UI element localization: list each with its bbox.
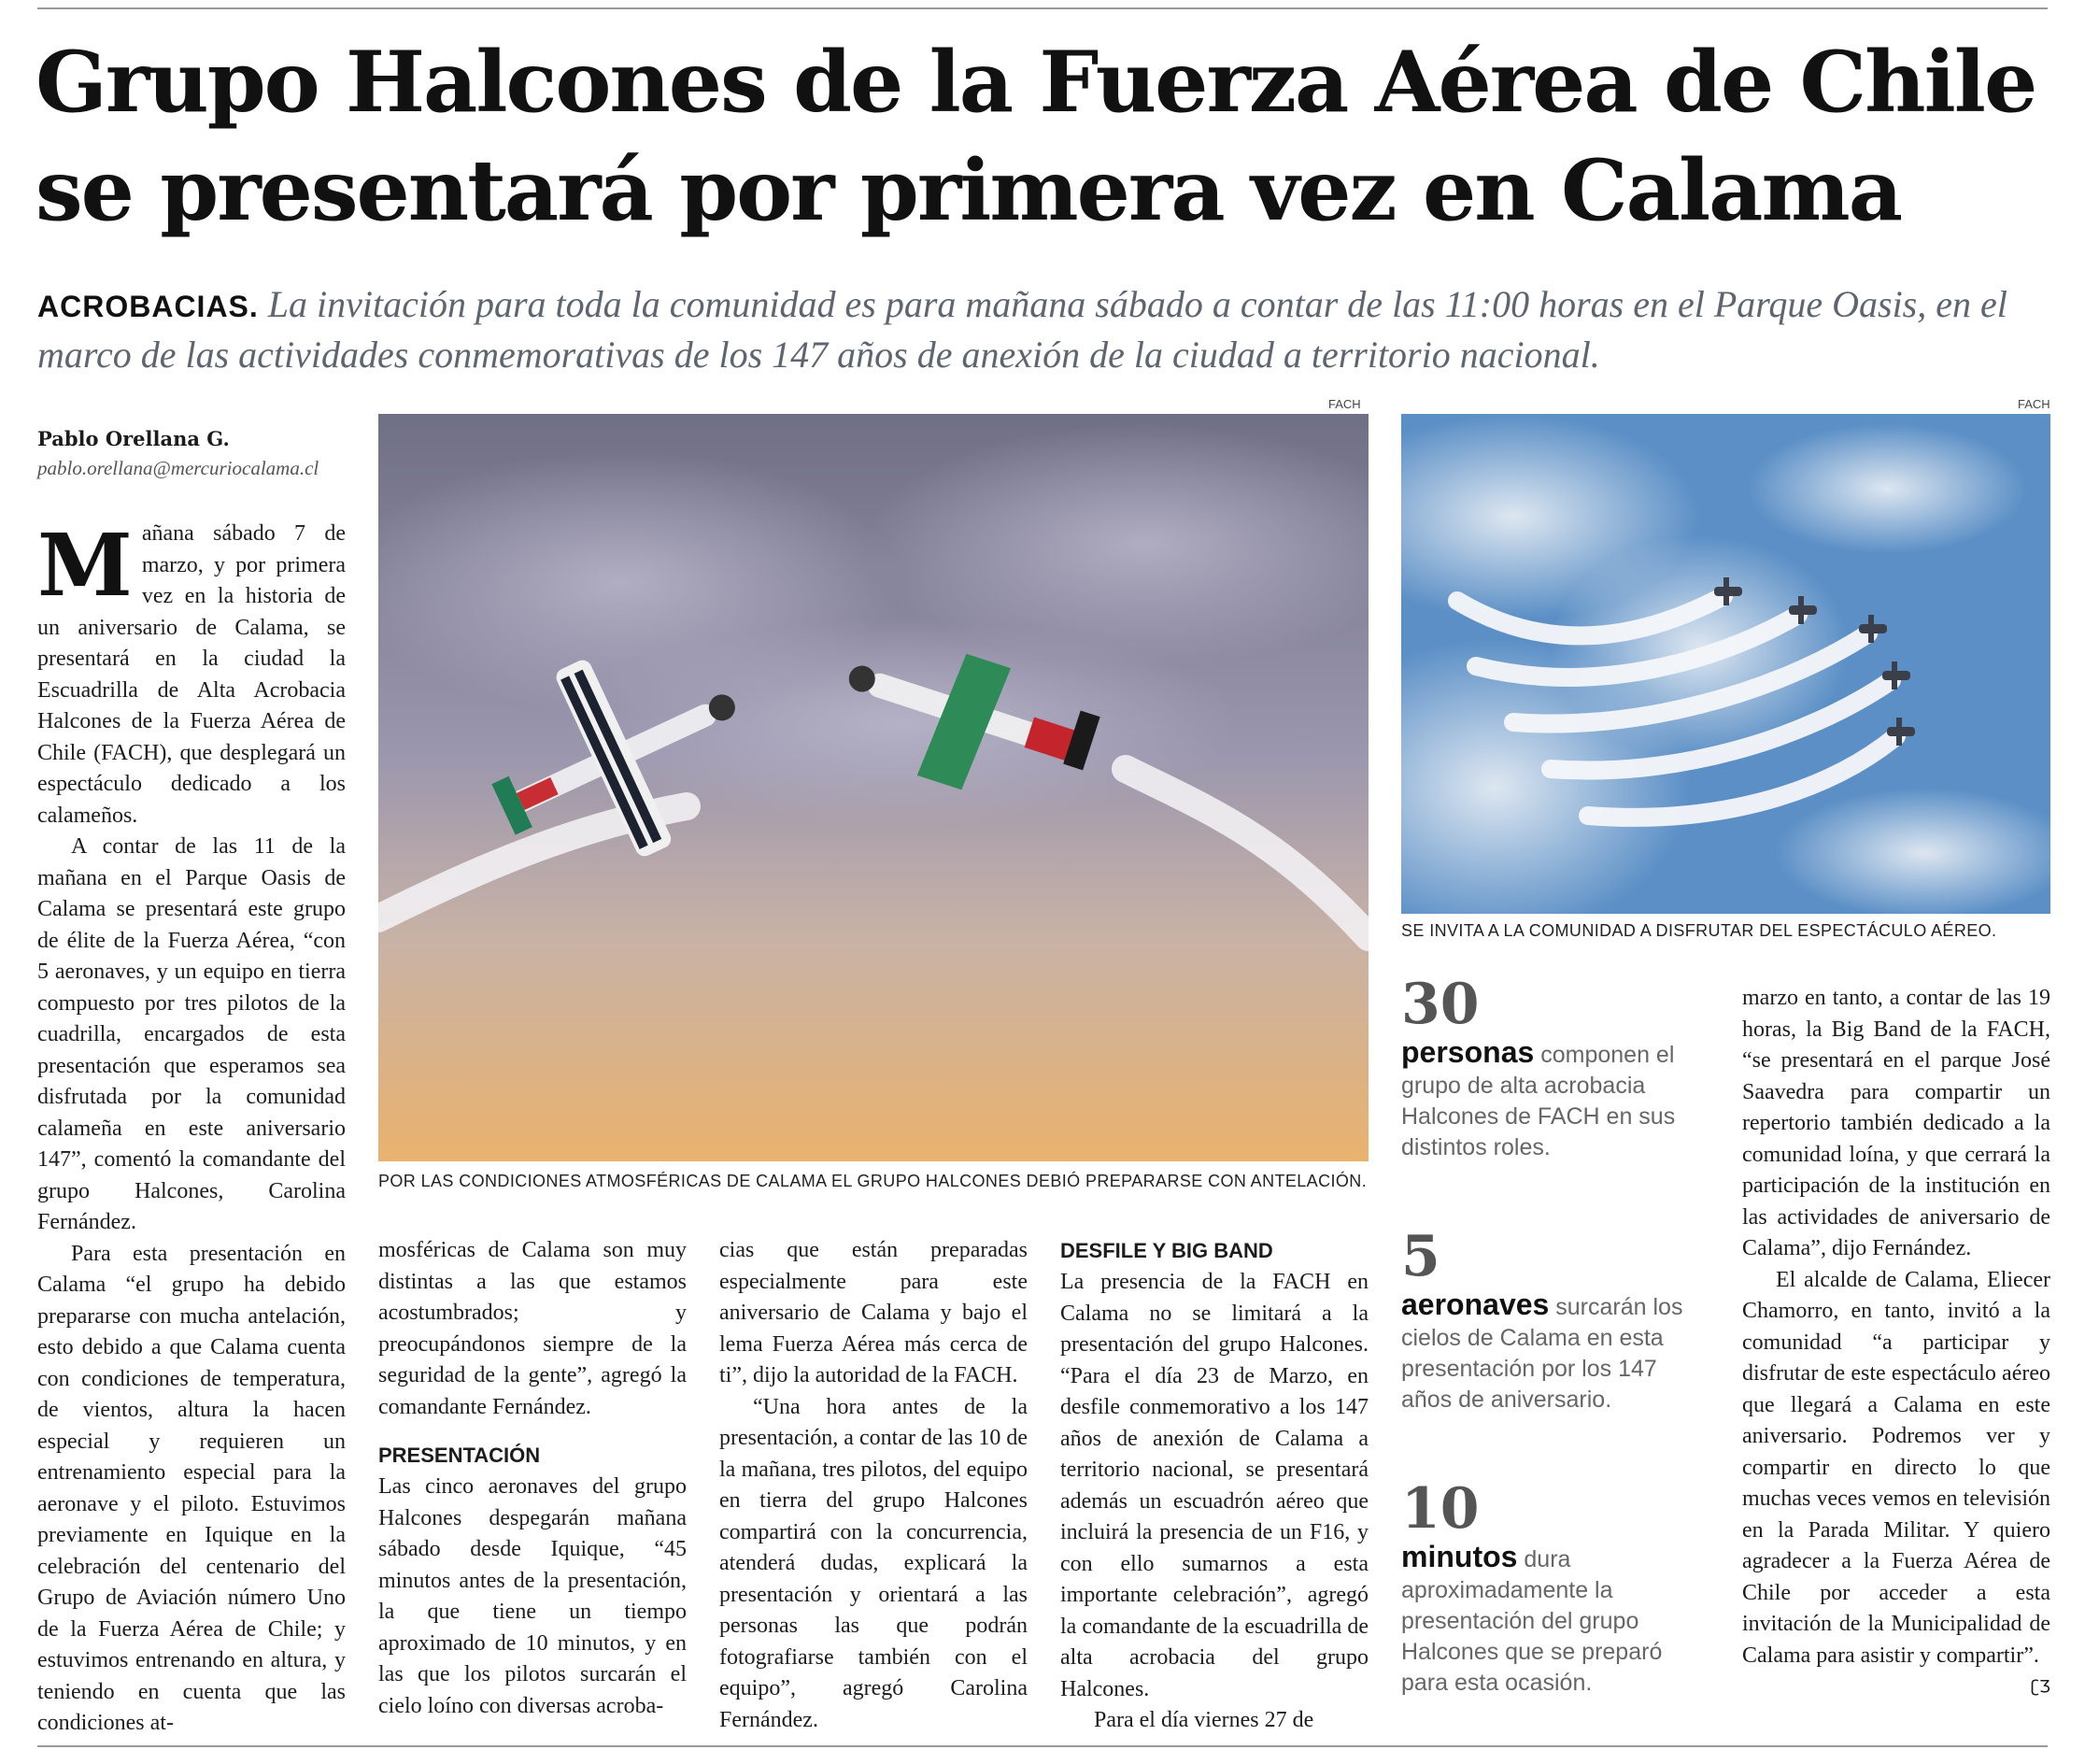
side-photo-caption: SE INVITA A LA COMUNIDAD A DISFRUTAR DEL ESPECTÁCULO AÉREO. <box>1401 921 1997 940</box>
deck-lede: La invitación para toda la comunidad es para mañana sábado a contar de las 11:00 horas en el Parque Oasis, en el marco de las actividades conmemorativas de los 147 años de anexión de la ciudad a territorio nacional. <box>37 283 2007 376</box>
subhead-presentacion: PRESENTACIÓN <box>378 1444 541 1467</box>
headline-line-1: Grupo Halcones de la Fuerza Aérea de Chile <box>35 33 2036 132</box>
headline <box>35 28 2053 245</box>
main-photo <box>378 414 1369 1161</box>
stat-description <box>1401 1289 1709 1415</box>
article-paragraph-1 <box>37 515 346 832</box>
author-name: Pablo Orellana G. <box>37 427 230 450</box>
end-mark-icon: ʗƷ <box>2030 1677 2050 1697</box>
deck-kicker: ACROBACIAS. <box>37 290 259 323</box>
article-paragraph-7b: marzo en tanto, a contar de las 19 horas, la Big Band de la FACH, “se presentará en el parque José Saavedra para compartir un repertorio también dedicado a la comunidad loína, y que cerrará la participación de la institución en las actividades de aniversario de Calama”, dijo Fernández. <box>1742 986 2050 1260</box>
author-email: pablo.orellana@mercuriocalama.cl <box>37 457 319 479</box>
stat-number: 30 <box>1401 972 1480 1037</box>
stat-minutos <box>1401 1476 1709 1699</box>
article-paragraph-2: A contar de las 11 de la mañana en el Parque Oasis de Calama se presentará este grupo de élite de la Fuerza Aérea, “con 5 aeronaves, y un equipo en tierra compuesto por tres pilotos de la cuadrilla, encargados de esta presentación que esperamos sea disfrutada por la comunidad calameña en este aniversario 147”, comentó la comandante del grupo Halcones, Carolina Fernández. <box>37 834 346 1234</box>
stat-text: componen el grupo de alta acrobacia Halcones de FACH en sus distintos roles. <box>1401 1042 1676 1160</box>
bottom-rule <box>37 1745 2048 1747</box>
side-photo-image <box>1401 414 2050 914</box>
stat-number: 10 <box>1401 1476 1480 1542</box>
stat-unit: personas <box>1401 1035 1535 1069</box>
main-photo-image <box>378 414 1369 1161</box>
article-column-4 <box>1060 1235 1369 1737</box>
deck <box>37 280 2055 379</box>
stat-unit: aeronaves <box>1401 1287 1550 1321</box>
article-paragraph-4b: cias que están preparadas especialmente para este aniversario de Calama y bajo el lema Fuerza Aérea más cerca de ti”, dijo la autoridad de la FACH. <box>719 1238 1028 1387</box>
byline <box>37 425 355 483</box>
stat-unit: minutos <box>1401 1540 1518 1573</box>
drop-cap: M <box>37 515 133 616</box>
article-paragraph-4a: Las cinco aeronaves del grupo Halcones despegarán mañana sábado desde Iquique, “45 minutos antes de la presentación, la que tiene un tiempo aproximado de 10 minutos, y en las que los pilotos surcarán el cielo loíno con diversas acroba- <box>378 1474 687 1718</box>
main-photo-caption: POR LAS CONDICIONES ATMOSFÉRICAS DE CALAMA EL GRUPO HALCONES DEBIÓ PREPARARSE CON ANTELACIÓN. <box>378 1172 1368 1190</box>
main-photo-credit: FACH <box>1328 397 1361 411</box>
stat-text: surcarán los cielos de Calama en esta presentación por los 147 años de aniversario. <box>1401 1294 1683 1413</box>
article-paragraph-8-text: El alcalde de Calama, Eliecer Chamorro, en tanto, invitó a la comunidad “a participar y disfrutar de este espectáculo aéreo que llegará a Calama en este aniversario. Podremos ver y compartir en directo lo que muchas veces vemos en televisión en la Parada Militar. Y quiero agradecer a la Fuerza Aérea de Chile por acceder a esta invitación de la Municipalidad de Calama para asistir y compartir”. <box>1742 1267 2050 1668</box>
article-paragraph-3b: mosféricas de Calama son muy distintas a las que estamos acostumbrados; y preocupándonos siempre de la seguridad de la gente”, agregó la comandante Fernández. <box>378 1238 687 1419</box>
article-column-3 <box>719 1235 1028 1736</box>
article-paragraph-5: “Una hora antes de la presentación, a contar de las 10 de la mañana, tres pilotos, del equipo en tierra del grupo Halcones compartirá con la concurrencia, atenderá dudas, explicará la presentación y orientará a las personas las que podrán fotografiarse también con el equipo”, agregó Carolina Fernández. <box>719 1394 1028 1732</box>
article-column-2 <box>378 1235 687 1722</box>
stat-number: 5 <box>1401 1224 1440 1289</box>
top-rule <box>37 7 2048 9</box>
subhead-desfile-big-band: DESFILE Y BIG BAND <box>1060 1239 1273 1262</box>
headline-line-2: se presentará por primera vez en Calama <box>35 141 1902 240</box>
stat-aeronaves <box>1401 1224 1709 1415</box>
stat-text: dura aproximadamente la presentación del grupo Halcones que se preparó para esta ocasión. <box>1401 1546 1663 1696</box>
side-photo <box>1401 414 2050 914</box>
article-paragraph-3a: Para esta presentación en Calama “el grupo ha debido prepararse con mucha antelación, esto debido a que Calama cuenta con condiciones de temperatura, de vientos, altura la hacen especial y requieren un entrenamiento especial para la aeronave y el piloto. Estuvimos previamente en Iquique en la celebración del centenario del Grupo de Aviación número Uno de la Fuerza Aérea de Chile; y estuvimos entrenando en altura, y teniendo en cuenta que las condiciones at- <box>37 1241 346 1735</box>
stat-description <box>1401 1542 1709 1699</box>
article-column-6 <box>1742 983 2050 1703</box>
article-column-1-top <box>37 515 346 1740</box>
article-paragraph-1-text: añana sábado 7 de marzo, y por primera vez en la historia de un aniversario de Calama, se presentará en la ciudad la Escuadrilla de Alta Acrobacia Halcones de la Fuerza Aérea de Chile (FACH), que desplegará un espectáculo dedicado a los calameños. <box>37 521 346 828</box>
article-paragraph-7a: Para el día viernes 27 de <box>1094 1708 1314 1732</box>
article-paragraph-8 <box>1742 1265 2050 1697</box>
stat-description <box>1401 1037 1709 1163</box>
article-paragraph-6: La presencia de la FACH en Calama no se limitará a la presentación del grupo Halcones. “Para el día 23 de Marzo, en desfile conmemorativo a los 147 años de anexión de Calama a territorio nacional, se presentará además un escuadrón aéreo que incluirá la presencia de un F16, y con ello sumarnos a esta importante celebración”, agregó la comandante de la escuadrilla de alta acrobacia del grupo Halcones. <box>1060 1270 1369 1701</box>
side-photo-credit: FACH <box>2018 397 2050 411</box>
stat-personas <box>1401 972 1709 1163</box>
